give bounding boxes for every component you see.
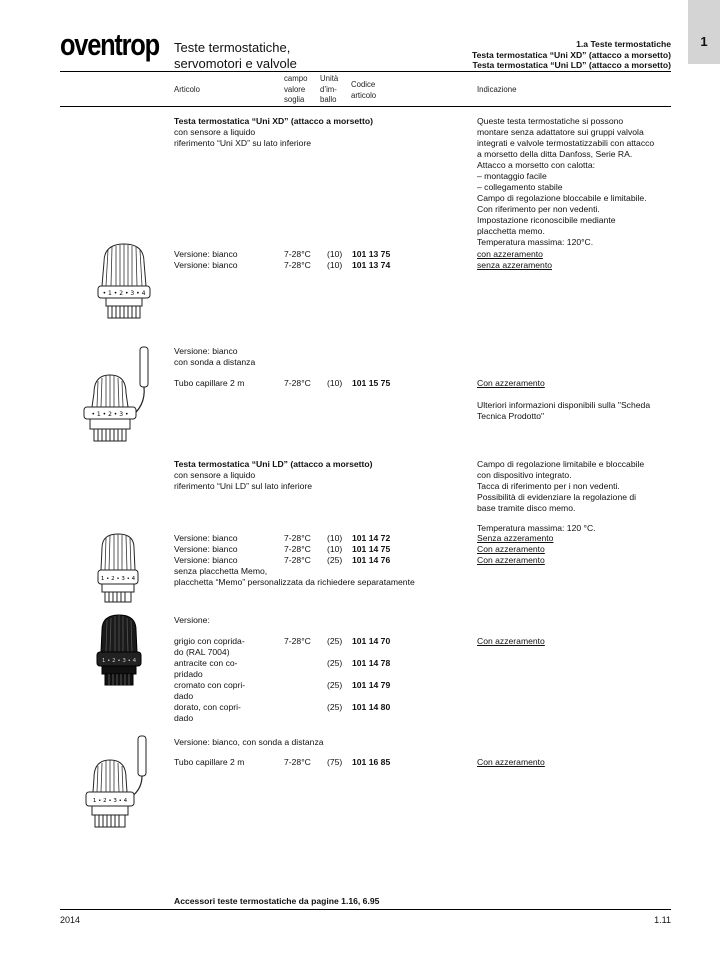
col-codice: Codice articolo (351, 80, 377, 100)
svg-text:1 • 2 • 3 • 4: 1 • 2 • 3 • 4 (101, 658, 137, 664)
section-header-line-3: Testa termostatica “Uni LD” (attacco a morsetto) (472, 60, 671, 70)
thermostat-head-anthracite-icon (94, 612, 144, 688)
title-line-1: Teste termostatiche, (174, 40, 291, 55)
ld-description: Campo di regolazione limitabile e bloccabile con dispositivo integrato. Tacca di riferimento per i non vedenti. Possibilità di evidenziare la regolazione di base tramite disco memo. (477, 459, 645, 513)
section-header-line-2: Testa termostatica “Uni XD” (attacco a morsetto) (472, 49, 671, 60)
col-unita: Unità d’im- ballo (320, 74, 339, 104)
ld-note-2: placchetta “Memo” personalizzata da richiedere separatamente (174, 577, 415, 587)
accessories-note: Accessori teste termostatiche da pagine 1.16, 6.95 (174, 896, 380, 906)
col-campo: campo valore soglia (284, 74, 308, 104)
svg-text:• 1 • 2 • 3 • 4: • 1 • 2 • 3 • 4 (102, 290, 146, 297)
thermostat-capillary-xd-icon (80, 345, 160, 447)
col-indicazione: Indicazione (477, 85, 517, 94)
chapter-tab (688, 0, 720, 64)
ld-capillary-version: Versione: bianco, con sonda a distanza (174, 737, 324, 747)
svg-text:1 • 2 • 3 • 4: 1 • 2 • 3 • 4 (92, 798, 128, 804)
chapter-number: 1 (700, 34, 708, 49)
xd-more-info: Ulteriori informazioni disponibili sulla "Scheda Tecnica Prodotto" (477, 400, 651, 421)
xd-sub-1: con sensore a liquido (174, 127, 256, 137)
column-header-divider (60, 106, 671, 107)
thermostat-capillary-ld-icon (80, 734, 160, 834)
col-articolo: Articolo (174, 85, 200, 94)
section-header-line-1: 1.a Teste termostatiche (576, 39, 671, 49)
ld-sub-2: riferimento “Uni LD” sul lato inferiore (174, 481, 313, 491)
svg-text:• 1 • 2 • 3 •: • 1 • 2 • 3 • (91, 411, 129, 418)
ld-note-1: senza placchetta Memo, (174, 566, 268, 576)
title-line-2: servomotori e valvole (174, 56, 297, 71)
xd-heading: Testa termostatica “Uni XD” (attacco a morsetto) (174, 116, 373, 126)
brand-logo: oventrop (60, 27, 159, 62)
page-number: 1.11 (654, 915, 671, 925)
ld-sub-1: con sensore a liquido (174, 470, 256, 480)
xd-capillary-version-2: con sonda a distanza (174, 357, 256, 367)
page-title (174, 40, 297, 72)
footer-divider (60, 909, 671, 910)
ld-temp-max: Temperatura massima: 120 °C. (477, 523, 596, 533)
svg-text:1 • 2 • 3 • 4: 1 • 2 • 3 • 4 (100, 576, 136, 582)
ld-colored-label: Versione: (174, 615, 210, 625)
ld-heading: Testa termostatica “Uni LD” (attacco a morsetto) (174, 459, 373, 469)
xd-description: Queste testa termostatiche si possono montare senza adattatore sui gruppi valvola integrati e valvole termostatizzabili con attacco a morsetto della ditta Danfoss, Serie RA. Attacco a morsetto con calotta: – montaggio facile – collegamento stabile Campo di regolazione bloccabile e limitabile. Con riferimento per non vedenti. Impostazione riconoscibile mediante placchetta memo. Temperatura massima: 120°C. (477, 116, 655, 247)
thermostat-head-xd-icon (94, 240, 154, 324)
header-divider (60, 71, 671, 72)
thermostat-head-ld-icon (94, 530, 142, 606)
xd-sub-2: riferimento “Uni XD” su lato inferiore (174, 138, 312, 148)
section-header (472, 39, 671, 71)
xd-capillary-version-1: Versione: bianco (174, 346, 238, 356)
footer-year: 2014 (60, 915, 81, 925)
